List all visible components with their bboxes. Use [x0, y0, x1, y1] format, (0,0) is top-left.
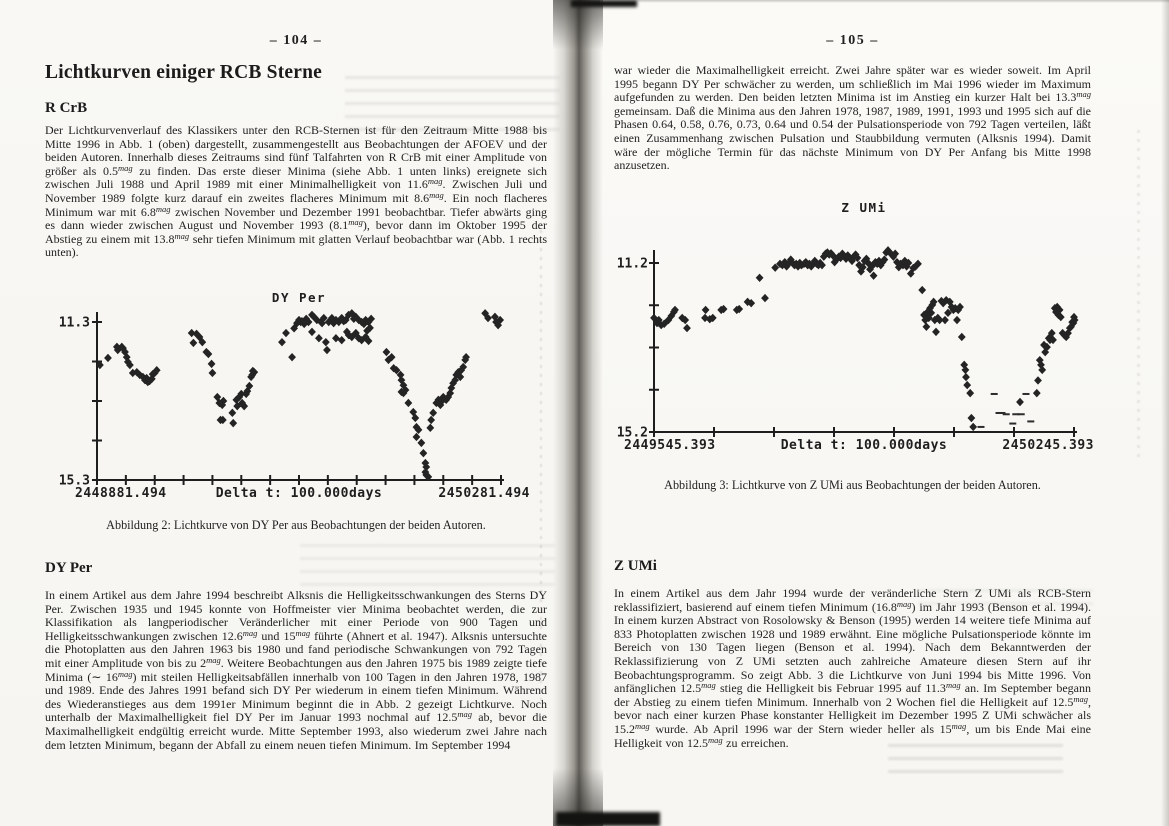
below-limit-dash [991, 393, 998, 395]
paragraph-rcrb: Der Lichtkurvenverlauf des Klassikers unter den RCB-Sternen ist für den Zeitraum Mitte 1988 bis Mitte 1996 in Abb. 1 (oben) dargestellt, zusammengestellt aus Beobachtungen der AFOEV und der beiden Autoren. Innerhalb dieses Zeitraums sind fünf Talfahrten von R CrB mit einer Amplitude von größer als $0.5^{mag}$ zu finden. Das erste dieser Minima (siehe Abb. 1 unten links) ereignete sich zwischen Juli 1988 und April 1989 mit einer Minimalhelligkeit von $11.6^{mag}$. Zwischen Juli und November 1989 folgte kurz darauf ein zweites flacheres Minimum mit $8.6^{mag}$. Ein noch flacheres Minimum war mit $6.8^{mag}$ zwischen November und Dezember 1991 beobachtbar. Tiefer abwärts ging es dann wieder zwischen August und November 1993 $(8.1^{mag})$, bevor dann im Oktober 1995 der Abstieg zu einem mit $13.8^{mag}$ sehr tiefen Minimum mit glatten Verlauf beobachtbar war (Abb. 1 rechts unten). [45, 123, 548, 260]
figure-2-caption: Abbildung 2: Lichtkurve von DY Per aus Beobachtungen der beiden Autoren. [106, 518, 486, 532]
ytick-label-bottom: 15.2 [616, 425, 648, 441]
below-limit-dash [1018, 413, 1025, 415]
page-104 [0, 0, 572, 826]
axis-lines [654, 250, 1077, 432]
ytick-label-top: 11.3 [58, 315, 90, 331]
data-points [650, 246, 1078, 431]
axis-ticks [649, 263, 1074, 437]
xaxis-label-right: 2450281.494 [438, 486, 530, 501]
xaxis-label-left: 2449545.393 [624, 438, 716, 453]
z-umi-lightcurve-chart [608, 198, 1148, 460]
xaxis-label-center: Delta t: 100.000days [780, 438, 948, 453]
scan-edge-bottom [556, 812, 660, 826]
chart-title: DY Per [271, 290, 327, 305]
page-105 [588, 0, 1169, 826]
xaxis-label-left: 2448881.494 [75, 486, 167, 501]
below-limit-dash [1023, 393, 1030, 395]
paragraph-dyper: In einem Artikel aus dem Jahre 1994 beschreibt Alksnis die Helligkeitsschwankungen des Sterns DY Per. Zwischen 1935 und 1945 konnte von Hoffmeister vier Minima beobachtet werden, die zur Klassifikation als langperiodischer Veränderlicher mit einer Periode von 900 Tagen und Helligkeitsschwankungen zwischen $12.6^{mag}$ und $15^{mag}$ führte (Ahnert et al. 1947). Alksnis untersuchte die Photoplatten aus den Jahren 1963 bis 1980 und fand periodische Schwankungen von 792 Tagen mit einer Amplitude von bis zu $2^{mag}$. Weitere Beobachtungen aus den Jahren 1975 bis 1989 zeigte tiefe Minima (∼ $16^{mag}$) mit steilen Helligkeitsabfällen innerhalb von 100 Tagen in den Jahren 1978, 1987 und 1989. Ende des Jahres 1991 befand sich DY Per wiederum in einem tiefen Minimum. Während des Wiederanstieges aus dem 1991er Minimum beginnt die in Abb. 2 gezeigt Lichtkurve. Noch unterhalb der Maximalhelligkeit fiel DY Per im Januar 1993 nochmal auf $12.5^{mag}$ ab, bevor die Maximalhelligkeit endgültig erreicht wurde. Mitte September 1993, also wiederum zwei Jahre nach dem letzten Minimum, begann der Abfall zu einem neuen tiefen Minimum. Im September 1994 [45, 588, 548, 752]
bleed-through-artifact [300, 540, 555, 586]
dy-per-lightcurve-chart [52, 286, 548, 508]
figure-3-caption: Abbildung 3: Lichtkurve von Z UMi aus Beobachtungen der beiden Autoren. [664, 478, 1041, 492]
page-number-104: – 104 – [269, 33, 323, 48]
paragraph-zumi: In einem Artikel aus dem Jahr 1994 wurde der veränderliche Stern Z UMi als RCB-Stern reklassifiziert, basierend auf einem tiefen Minimum $(16.8^{mag})$ im Jahr 1993 (Benson et al. 1994). In einem kurzen Abstract von Rosolowsky & Benson (1995) werden 14 weitere tiefe Minima auf 833 Photoplatten zwischen 1928 und 1989 erwähnt. Eine mögliche Pulsationsperiode könnte im Bereich von 130 Tagen liegen (Benson et al. 1994). Nach dem Bekanntwerden der Reklassifizierung von Z UMi setzten auch zahlreiche Amateure diesen Stern auf ihr Beobachtungsprogramm. So zeigt Abb. 3 die Lichtkurve von Juni 1994 bis Mitte 1996. Von anfänglichen $12.5^{mag}$ stieg die Helligkeit bis Februar 1995 auf $11.3^{mag}$ an. Im September begann der Abstieg zu einem tiefen Minimum. Innerhalb von 2 Wochen fiel die Helligkeit auf $12.5^{mag}$, bevor nach einer kurzen Phase konstanter Helligkeit im Dezember 1995 Z UMi schwächer als $15.2^{mag}$ wurde. Ab April 1996 war der Stern wieder heller als $15^{mag}$, um bis Ende Mai eine Helligkeit von $12.5^{mag}$ zu erreichen. [614, 586, 1092, 750]
paragraph-105-intro: war wieder die Maximalhelligkeit erreicht. Zwei Jahre später war es wieder soweit. Im April 1995 begann DY Per schwächer zu werden, um schließlich im Mai 1996 wieder im Maximum aufgefunden zu werden. Den beiden letzten Minima ist im Anstieg ein kurzer Halt bei $13.3^{mag}$ gemeinsam. Daß die Minima aus den Jahren 1978, 1987, 1989, 1991, 1993 und 1995 sich auf die Phasen 0.64, 0.58, 0.76, 0.73, 0.64 und 0.54 der Pulsationsperiode von 792 Tagen verteilen, läßt einen Zusammenhang zwischen Pulsation und Staubbildung vermuten (Alksnis 1994). Damit wäre der mögliche Termin für das nächste Minimum von DY Per Anfang bis Mitte 1998 anzusetzen. [614, 63, 1091, 173]
below-limit-dash [1009, 423, 1016, 425]
chart-title: Z UMi [841, 200, 887, 215]
scan-edge-right [1161, 0, 1169, 826]
page-number-105: – 105 – [826, 33, 879, 48]
data-points [96, 309, 504, 481]
book-spine-shadow [553, 0, 603, 826]
section-heading-dyper: DY Per [45, 560, 93, 576]
xaxis-label-center: Delta t: 100.000days [215, 486, 383, 501]
ytick-label-bottom: 15.3 [58, 473, 90, 489]
below-limit-dash [1003, 413, 1010, 415]
scan-edge-top-right [600, 0, 1169, 3]
xaxis-label-right: 2450245.393 [1002, 438, 1094, 453]
article-title: Lichtkurven einiger RCB Sterne [45, 62, 323, 83]
section-heading-rcrb: R CrB [45, 100, 88, 116]
below-limit-dash [1027, 420, 1034, 422]
ytick-label-top: 11.2 [616, 256, 648, 272]
below-limit-dash [978, 426, 985, 428]
section-heading-zumi: Z UMi [614, 558, 657, 574]
